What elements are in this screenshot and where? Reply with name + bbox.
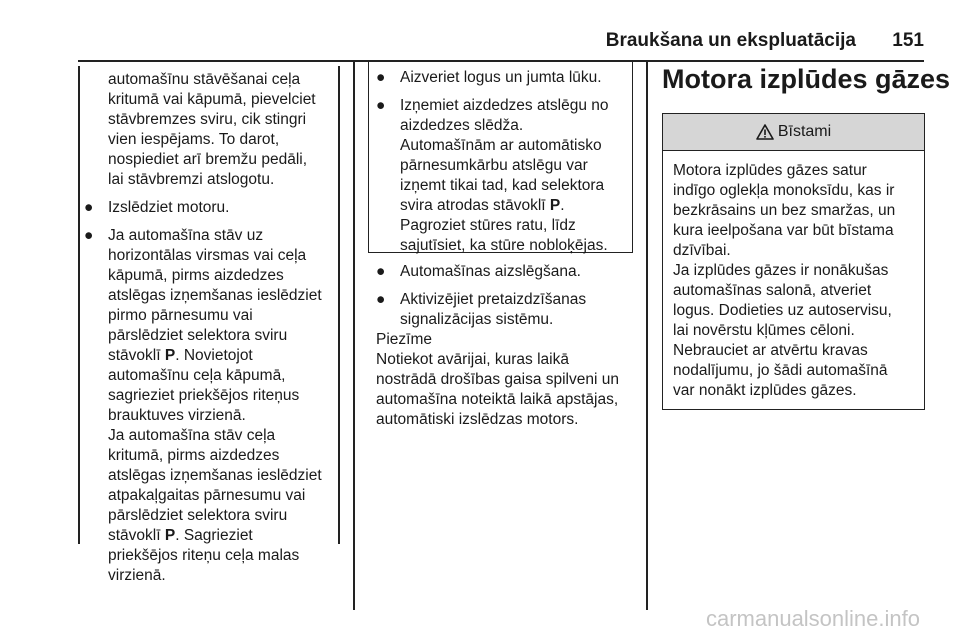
list-item-text: Aktivizējiet pretaizdzīšanas signalizācijas sistēmu. [400,291,587,328]
column-divider-2 [646,62,648,610]
note-text: Notiekot avārijai, kuras laikā nostrādā drošības gaisa spilveni un automašīna noteiktā laikā apstājas, automātiski izslēdzas motors. [376,351,619,428]
warning-box [662,113,925,410]
watermark: carmanualsonline.info [705,606,920,631]
list-item [370,290,640,330]
running-header-title: Braukšana un ekspluatācija [605,30,856,51]
paragraph-text: Ja automašīna stāv ceļa kritumā, pirms aizdedzes atslēgas izņemšanas ieslēdziet atpakaļgaitas pārnesumu vai pārslēdziet selektora sviru stāvoklī P. Sagrieziet priekšējos riteņu ceļa malas virzienā. [108,427,322,584]
column-divider-1 [353,62,355,610]
paragraph-text: Pagroziet stūres ratu, līdz sajutīsiet, ka stūre nobloķējas. [400,217,608,254]
page-number: 151 [892,30,924,51]
warning-paragraph: Nebrauciet ar atvērtu kravas nodalījumu, jo šādi automašīnā var nonākt izplūdes gāzes. [673,342,888,399]
warning-paragraph: Motora izplūdes gāzes satur indīgo oglekļa monoksīdu, kas ir bezkrāsains un bez smaržas, un kura ieelpošana var būt bīstama dzīvībai. [673,162,896,259]
warning-paragraph: Ja izplūdes gāzes ir nonākušas automašīnas salonā, atveriet logus. Dodieties uz autoservisu, lai novērstu kļūmes cēloni. [673,262,892,339]
list-item [370,262,640,282]
list-item-text: Aizveriet logus un jumta lūku. [400,69,602,86]
column1 [78,70,340,586]
bullet-icon: ● [376,291,386,308]
list-item-text: Ja automašīna stāv uz horizontālas virsmas vai ceļa kāpumā, pirms aizdedzes atslēgas izņemšanas ieslēdziet pirmo pārnesumu vai pārslēdziet selektora sviru stāvoklī P. Novietojot automašīnu ceļa kāpumā, sagrieziet priekšējos riteņus brauktuves virzienā. [108,227,322,424]
list-item-text: Izslēdziet motoru. [108,199,230,216]
bullet-icon: ● [376,97,386,114]
column2-boxed [370,68,632,256]
section-heading: Motora izplūdes gāzes [662,64,951,94]
warning-body [663,151,924,409]
bullet-icon: ● [84,227,94,244]
bullet-icon: ● [84,199,94,216]
note-label: Piezīme [376,331,432,348]
warning-title: Bīstami [777,123,832,140]
list-item-text: Izņemiet aizdedzes atslēgu no aizdedzes slēdža. Automašīnām ar automātisko pārnesumkārbu atslēgu var izņemt tikai tad, kad selektora svira atrodas stāvoklī P. [400,97,609,214]
list-item-text: Automašīnas aizslēgšana. [400,263,581,280]
list-item [78,226,340,426]
column2-lower [370,262,640,430]
list-item [370,68,632,88]
warning-header [663,114,924,151]
list-item [78,198,340,218]
list-item [370,96,632,216]
bullet-icon: ● [376,263,386,280]
bullet-icon: ● [376,69,386,86]
warning-triangle-icon [756,124,774,140]
continuation-text: automašīnu stāvēšanai ceļa kritumā vai kāpumā, pievelciet stāvbremzes sviru, cik stingri vien iespējams. To darot, nospiediet arī bremžu pedāli, lai stāvbremzi atslogotu. [108,71,316,188]
